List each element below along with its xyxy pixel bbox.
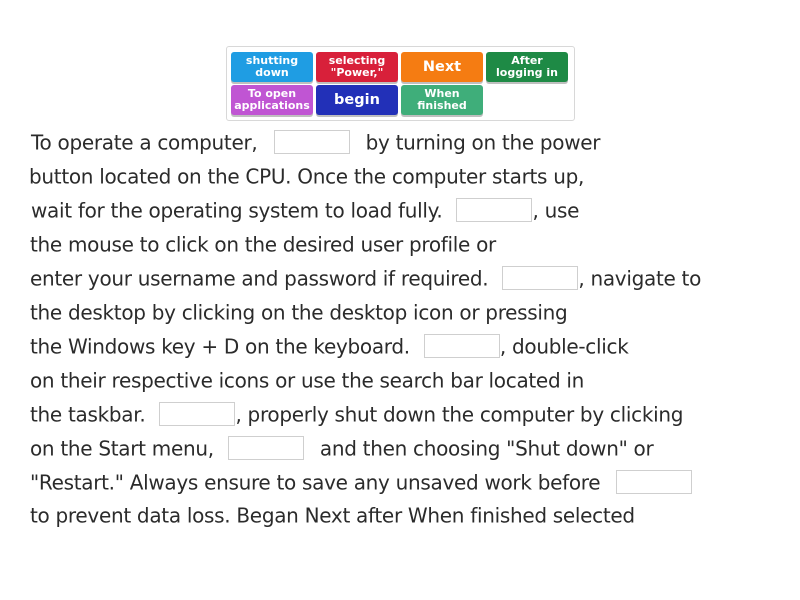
text: the desktop by clicking on the desktop icon or pressing [30,300,568,325]
tile-begin[interactable]: begin [316,85,398,115]
passage-line-10 [30,432,653,462]
text: , properly shut down the computer by clicking [235,402,684,427]
tile-shutting-down[interactable]: shutting down [231,52,313,82]
text: the taskbar. [30,402,146,427]
text: "Restart." Always ensure to save any unsaved work before [30,470,601,495]
text: by turning on the power [365,130,601,155]
passage-line-9 [30,398,683,428]
text: and then choosing "Shut down" or [319,436,654,461]
drop-blank-7[interactable] [616,470,692,494]
text: on the Start menu, [30,436,214,461]
passage-line-3 [31,194,579,224]
text: on their respective icons or use the search bar located in [30,368,585,393]
text: the Windows key + D on the keyboard. [30,334,410,359]
text: , double-click [499,334,629,359]
passage-line-6 [30,296,567,326]
text: button located on the CPU. Once the computer starts up, [29,164,585,189]
passage-line-7 [30,330,628,360]
drop-blank-5[interactable] [159,402,235,426]
passage-line-2 [29,160,584,190]
drop-blank-4[interactable] [424,334,500,358]
tile-selecting-power[interactable]: selecting "Power," [316,52,398,82]
drop-blank-1[interactable] [274,130,350,154]
text: To operate a computer, [31,130,258,155]
passage-line-5 [30,262,701,292]
text: , use [532,198,580,223]
text: , navigate to [578,266,702,291]
word-bank [226,46,575,121]
tile-next[interactable]: Next [401,52,483,82]
tile-to-open-applications[interactable]: To open applications [231,85,313,115]
drop-blank-6[interactable] [228,436,304,460]
text: the mouse to click on the desired user profile or [30,232,496,257]
tile-when-finished[interactable]: When finished [401,85,483,115]
passage-line-11 [30,466,695,496]
drop-blank-3[interactable] [502,266,578,290]
passage-line-1 [31,126,600,156]
text: enter your username and password if required. [30,266,489,291]
text: wait for the operating system to load fully. [31,198,443,223]
passage-line-8 [30,364,584,394]
tile-after-logging-in[interactable]: After logging in [486,52,568,82]
text: to prevent data loss. Began Next after When finished selected [30,503,635,528]
passage-line-12 [30,499,635,529]
drop-blank-2[interactable] [456,198,532,222]
passage-line-4 [30,228,496,258]
